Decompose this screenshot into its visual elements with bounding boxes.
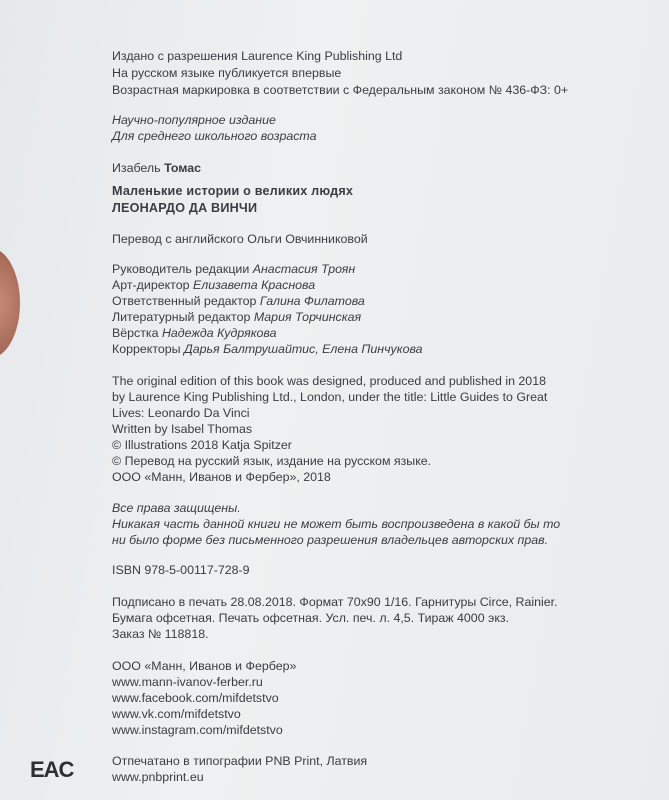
author-first-name: Изабель [112,161,161,175]
print-info-line: Заказ № 118818. [112,627,209,641]
publisher-link: www.instagram.com/mifdetstvo [112,723,283,737]
credit-line: Арт-директор Елизавета Краснова [112,278,316,292]
credit-line: Руководитель редакции Анастасия Троян [112,262,356,276]
publisher-name: ООО «Манн, Иванов и Фербер» [112,659,297,673]
original-line: by Laurence King Publishing Ltd., London, under the title: Little Guides to Great [112,390,548,404]
finger-shadow [0,248,20,358]
rights-line: ни было форме без письменного разрешения владельцев авторских прав. [112,533,549,547]
original-line: Written by Isabel Thomas [112,422,253,436]
publisher-link: www.mann-ivanov-ferber.ru [112,675,263,689]
series-title: Маленькие истории о великих людях [112,184,354,198]
publisher-link: www.facebook.com/mifdetstvo [112,691,279,705]
printer-line: Отпечатано в типографии PNB Print, Латвия [112,754,368,768]
printer-link: www.pnbprint.eu [112,770,204,784]
license-line: На русском языке публикуется впервые [112,66,342,80]
credit-line: Ответственный редактор Галина Филатова [112,294,365,308]
license-line: Возрастная маркировка в соответствии с Федеральным законом № 436-ФЗ: 0+ [112,83,569,97]
rights-line: Никакая часть данной книги не может быть воспроизведена в какой бы то [112,517,561,531]
publisher-link: www.vk.com/mifdetstvo [112,707,241,721]
print-info-line: Подписано в печать 28.08.2018. Формат 70х90 1/16. Гарнитуры Circe, Rainier. [112,595,558,609]
author-last-name: Томас [164,161,202,175]
author [112,160,201,176]
rights-line: Все права защищены. [112,501,241,515]
original-line: © Перевод на русский язык, издание на русском языке. [112,454,432,468]
credit-line: Литературный редактор Мария Торчинская [112,310,362,324]
credit-line: Вёрстка Надежда Кудрякова [112,326,277,340]
isbn: ISBN 978-5-00117-728-9 [112,563,250,577]
original-line: The original edition of this book was designed, produced and published in 2018 [112,374,546,388]
age-group: Для среднего школьного возраста [112,129,317,143]
edition-type: Научно-популярное издание [112,113,276,127]
translation-credit: Перевод с английского Ольги Овчинниковой [112,232,368,246]
original-line: Lives: Leonardo Da Vinci [112,406,250,420]
license-line: Издано с разрешения Laurence King Publishing Ltd [112,49,403,63]
book-title: ЛЕОНАРДО ДА ВИНЧИ [112,201,258,215]
original-line: ООО «Манн, Иванов и Фербер», 2018 [112,470,331,484]
original-line: © Illustrations 2018 Katja Spitzer [112,438,292,452]
imprint-page [112,0,649,800]
eac-certification-icon: EAC [30,757,74,782]
credit-line: Корректоры Дарья Балтрушайтис, Елена Пинчукова [112,342,423,356]
print-info-line: Бумага офсетная. Печать офсетная. Усл. печ. л. 4,5. Тираж 4000 экз. [112,611,510,625]
